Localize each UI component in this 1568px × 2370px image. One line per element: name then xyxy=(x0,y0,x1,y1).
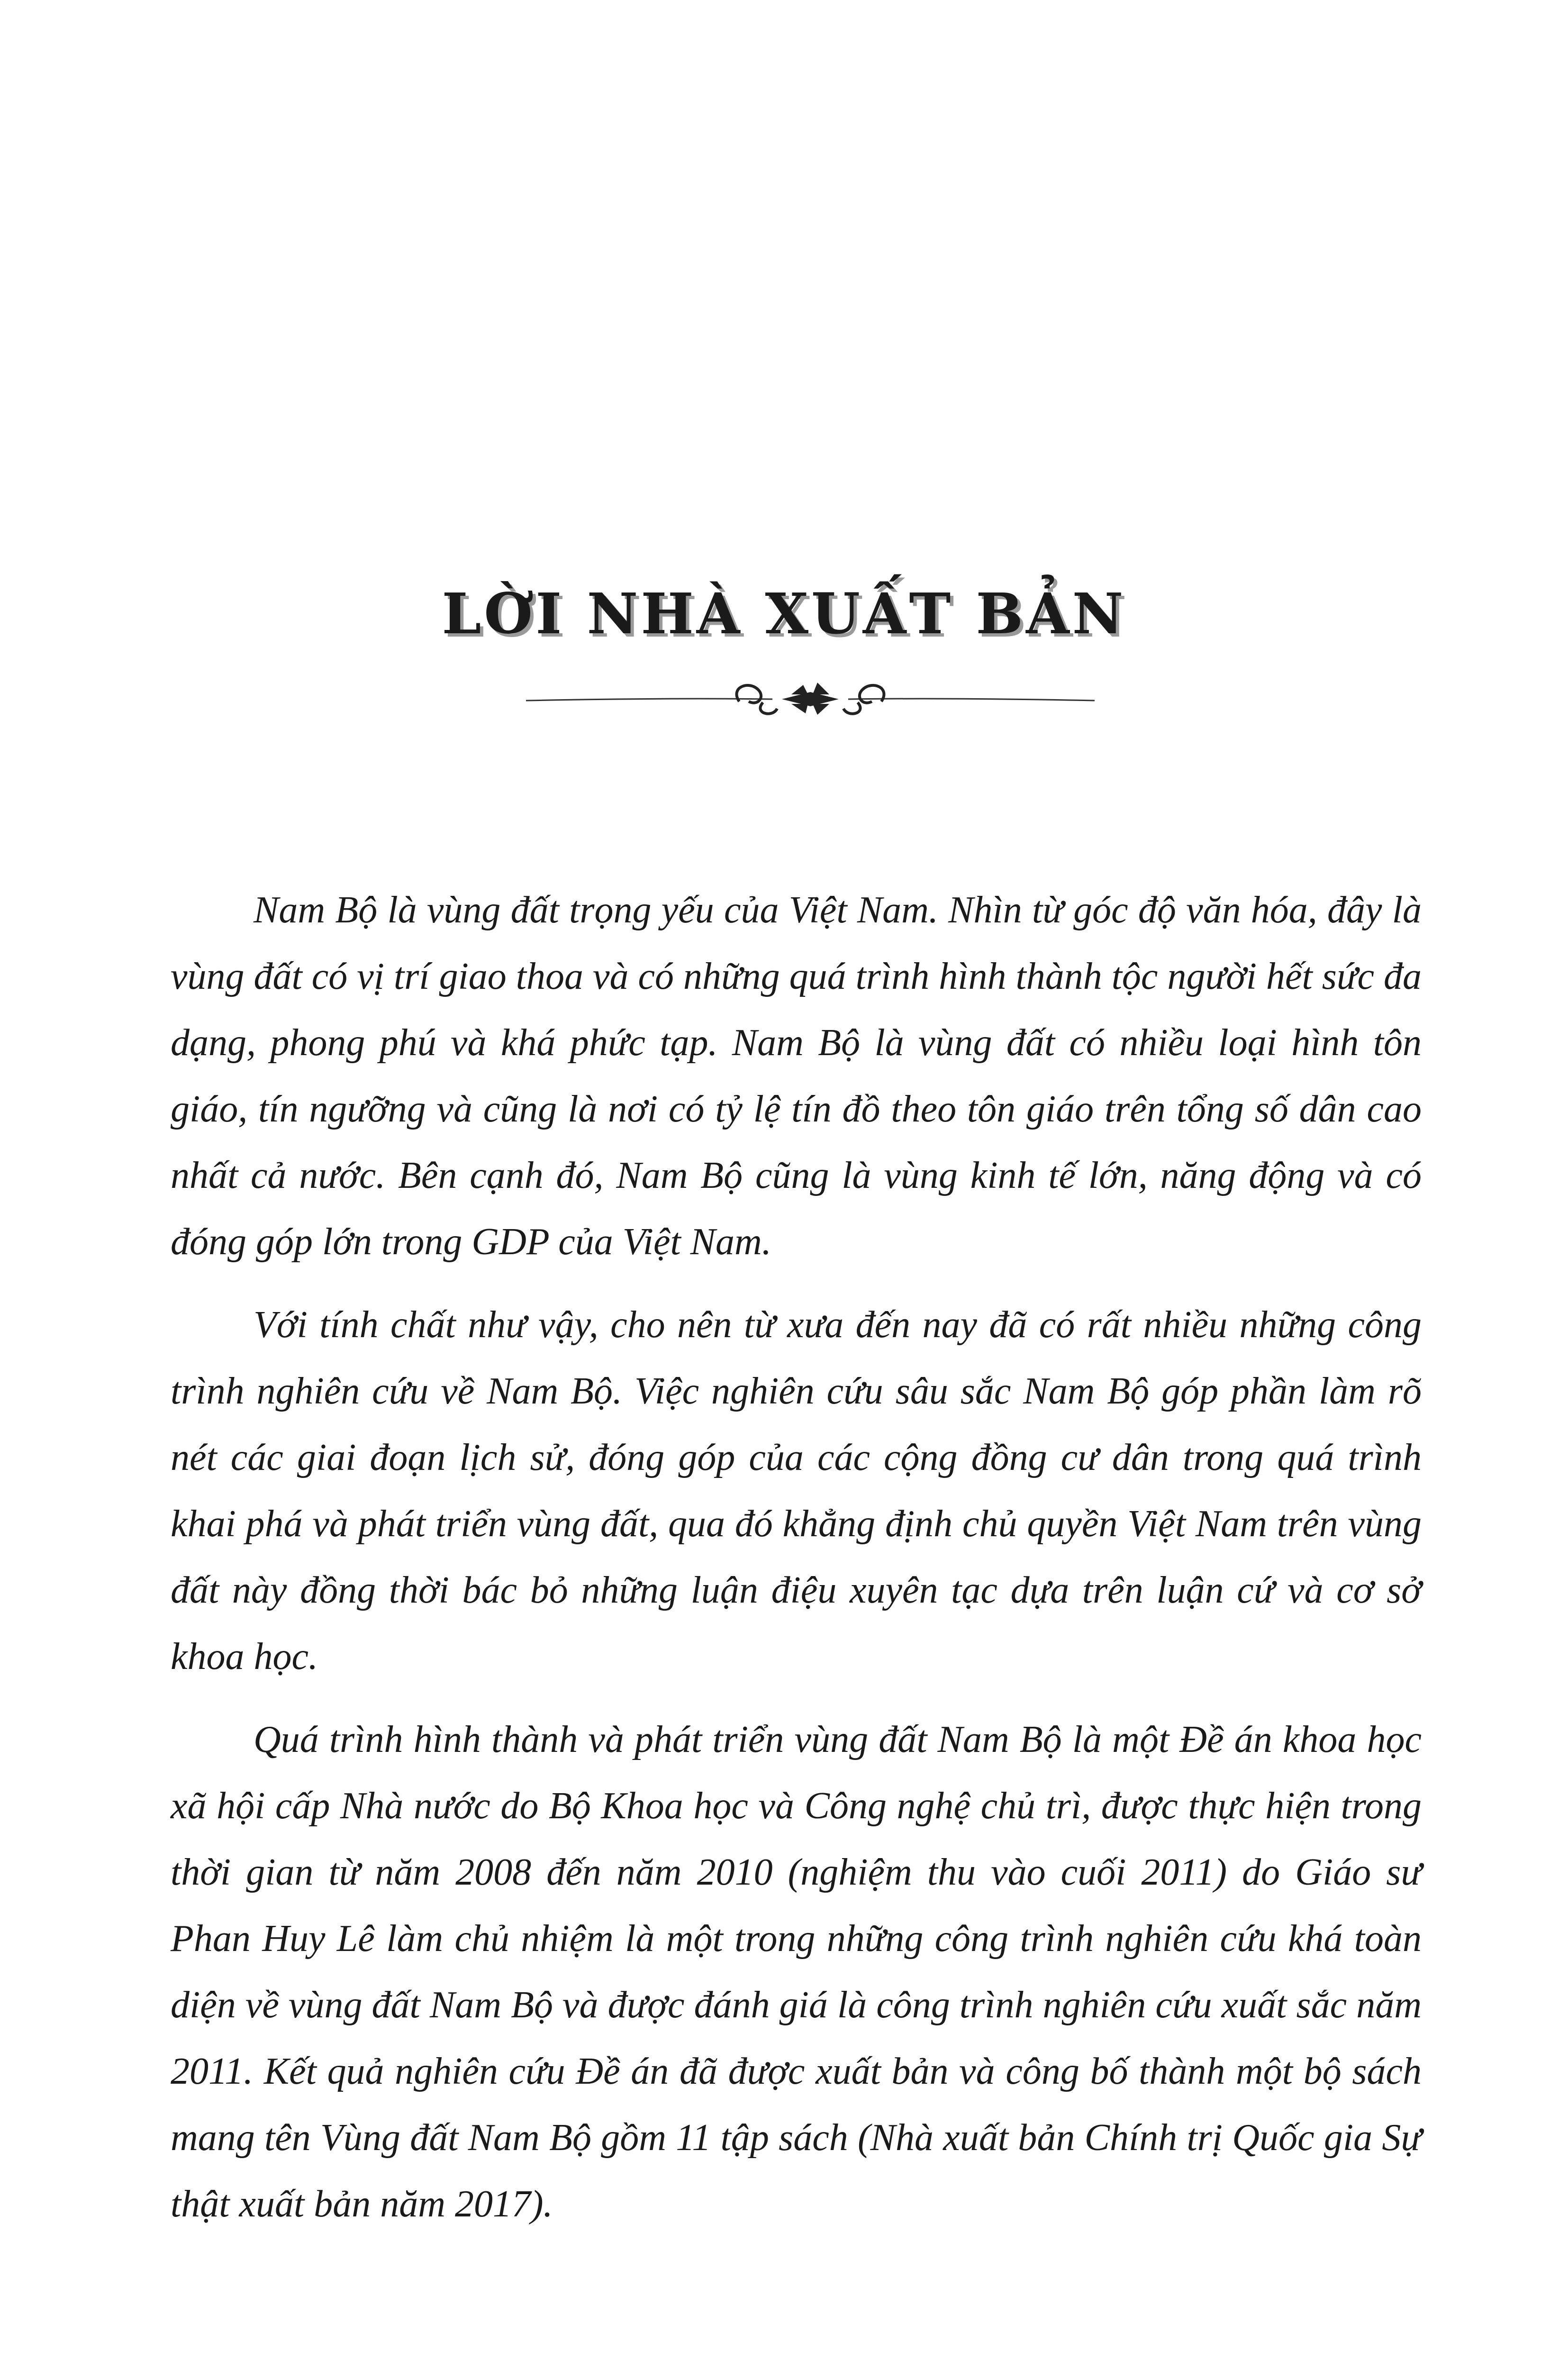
page-heading xyxy=(0,583,1568,645)
page-title: LỜI NHÀ XUẤT BẢN xyxy=(442,581,1126,647)
paragraph: Quá trình hình thành và phát triển vùng đất Nam Bộ là một Đề án khoa học xã hội cấp Nhà nước do Bộ Khoa học và Công nghệ chủ trì, được thực hiện trong thời gian từ năm 2008 đến năm 2010 (nghiệm thu vào cuối 2011) do Giáo sư Phan Huy Lê làm chủ nhiệm là một trong những công trình nghiên cứu khá toàn diện về vùng đất Nam Bộ và được đánh giá là công trình nghiên cứu xuất sắc năm 2011. Kết quả nghiên cứu Đề án đã được xuất bản và công bố thành một bộ sách mang tên Vùng đất Nam Bộ gồm 11 tập sách (Nhà xuất bản Chính trị Quốc gia Sự thật xuất bản năm 2017). xyxy=(171,1719,1422,2225)
flourish-divider-icon xyxy=(526,673,1095,725)
paragraph: Nam Bộ là vùng đất trọng yếu của Việt Nam. Nhìn từ góc độ văn hóa, đây là vùng đất có vị trí giao thoa và có những quá trình hình thành tộc người hết sức đa dạng, phong phú và khá phức tạp. Nam Bộ là vùng đất có nhiều loại hình tôn giáo, tín ngưỡng và cũng là nơi có tỷ lệ tín đồ theo tôn giáo trên tổng số dân cao nhất cả nước. Bên cạnh đó, Nam Bộ cũng là vùng kinh tế lớn, năng động và có đóng góp lớn trong GDP của Việt Nam. xyxy=(171,889,1422,1263)
preface-body xyxy=(171,877,1422,2237)
paragraph: Với tính chất như vậy, cho nên từ xưa đến nay đã có rất nhiều những công trình nghiên cứu về Nam Bộ. Việc nghiên cứu sâu sắc Nam Bộ góp phần làm rõ nét các giai đoạn lịch sử, đóng góp của các cộng đồng cư dân trong quá trình khai phá và phát triển vùng đất, qua đó khẳng định chủ quyền Việt Nam trên vùng đất này đồng thời bác bỏ những luận điệu xuyên tạc dựa trên luận cứ và cơ sở khoa học. xyxy=(171,1304,1422,1677)
